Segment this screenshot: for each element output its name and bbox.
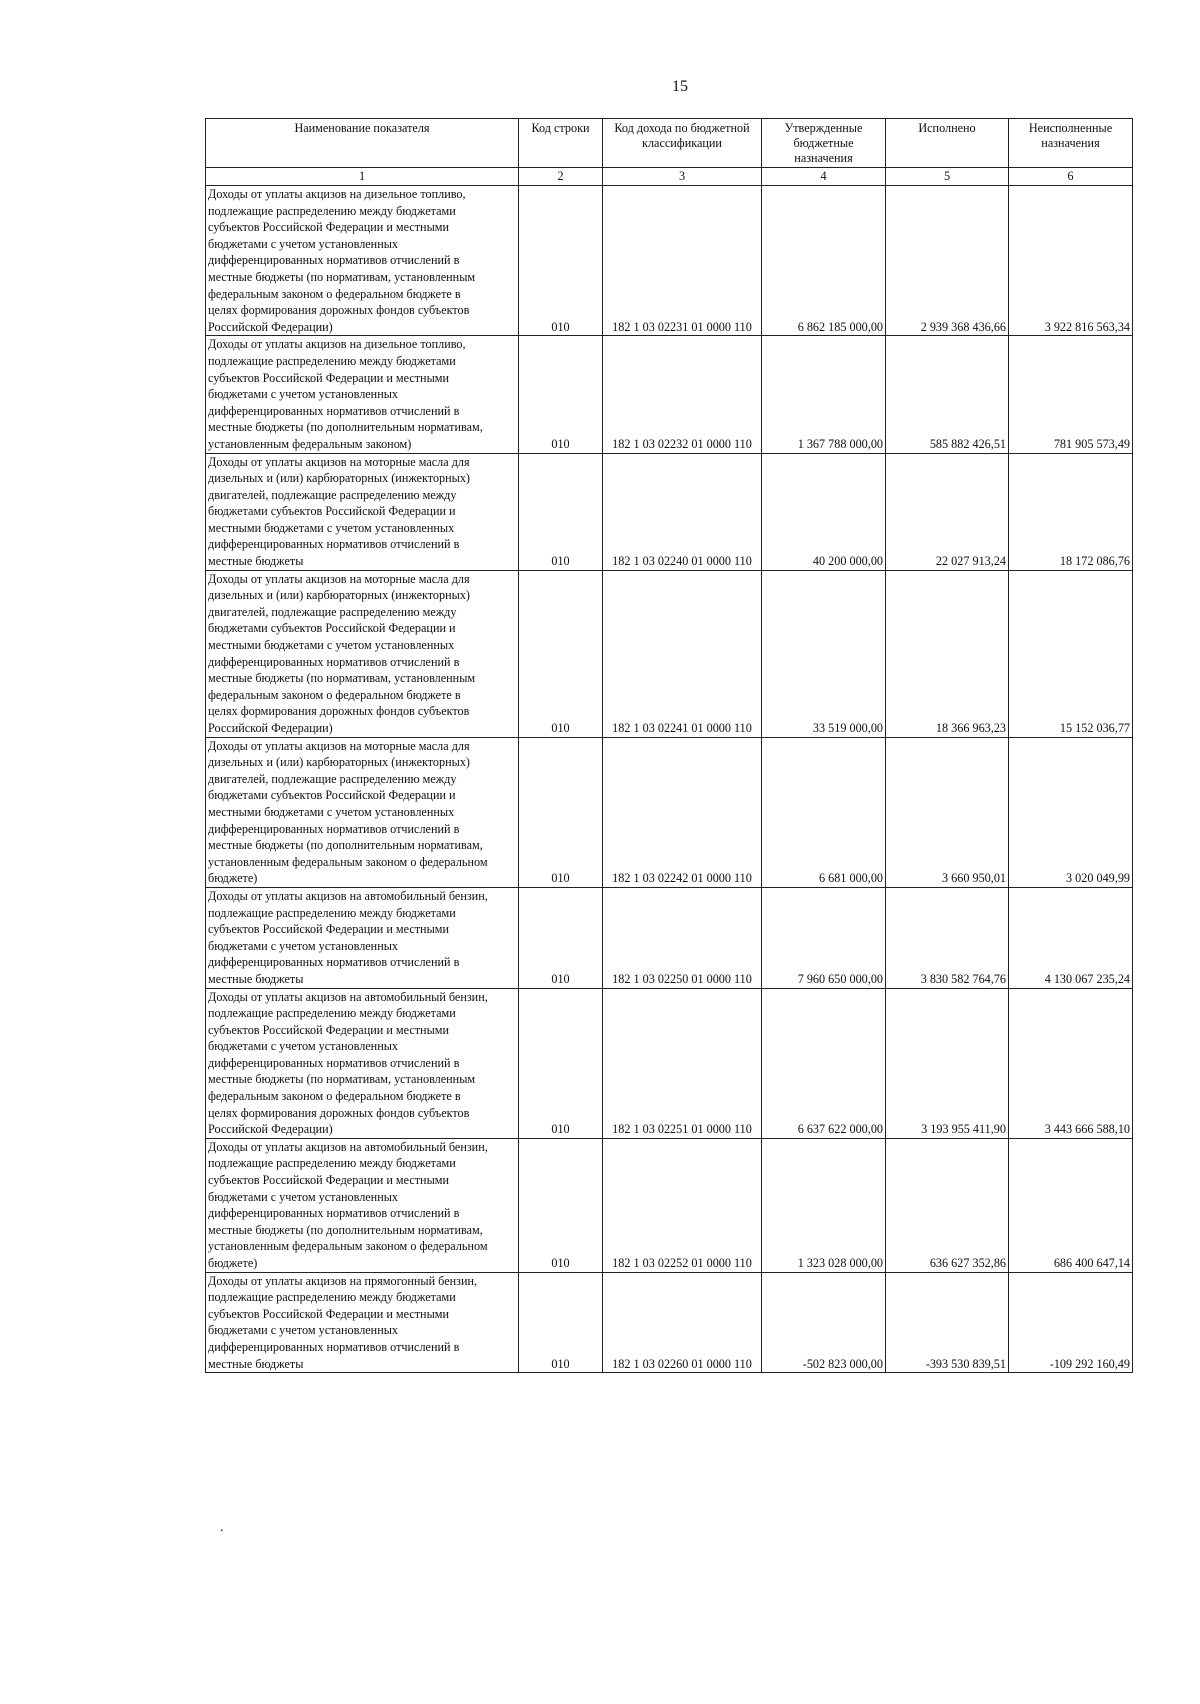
page-number: 15 — [672, 78, 688, 95]
indicator-name: Доходы от уплаты акцизов на моторные масла для дизельных и (или) карбюраторных (инжекторных) двигателей, подлежащие распределению между бюджетами субъектов Российской Федерации и местными бюджетами с учетом установленных дифференцированных нормативов отчислений в местные бюджеты (по нормативам, установленным федеральным законом о федеральном бюджете в целях формирования дорожных фондов субъектов Российской Федерации) — [206, 570, 519, 737]
unexecuted-amount: 3 020 049,99 — [1009, 737, 1133, 887]
header-approved: Утвержденные бюджетные назначения — [762, 119, 886, 168]
row-code: 010 — [519, 570, 603, 737]
indicator-name: Доходы от уплаты акцизов на дизельное топливо, подлежащие распределению между бюджетами субъектов Российской Федерации и местными бюджетами с учетом установленных дифференцированных нормативов отчислений в местные бюджеты (по нормативам, установленным федеральным законом о федеральном бюджете в целях формирования дорожных фондов субъектов Российской Федерации) — [206, 186, 519, 336]
executed-amount: 18 366 963,23 — [886, 570, 1009, 737]
unexecuted-amount: 686 400 647,14 — [1009, 1138, 1133, 1272]
unexecuted-amount: 4 130 067 235,24 — [1009, 887, 1133, 988]
approved-amount: 33 519 000,00 — [762, 570, 886, 737]
classification-code: 182 1 03 02231 01 0000 110 — [603, 186, 762, 336]
row-code: 010 — [519, 336, 603, 453]
approved-amount: 1 323 028 000,00 — [762, 1138, 886, 1272]
executed-amount: 636 627 352,86 — [886, 1138, 1009, 1272]
indicator-name: Доходы от уплаты акцизов на моторные масла для дизельных и (или) карбюраторных (инжекторных) двигателей, подлежащие распределению между бюджетами субъектов Российской Федерации и местными бюджетами с учетом установленных дифференцированных нормативов отчислений в местные бюджеты — [206, 453, 519, 570]
header-unexecuted: Неисполненные назначения — [1009, 119, 1133, 168]
executed-amount: 3 830 582 764,76 — [886, 887, 1009, 988]
classification-code: 182 1 03 02240 01 0000 110 — [603, 453, 762, 570]
indicator-name: Доходы от уплаты акцизов на автомобильный бензин, подлежащие распределению между бюджетами субъектов Российской Федерации и местными бюджетами с учетом установленных дифференцированных нормативов отчислений в местные бюджеты (по нормативам, установленным федеральным законом о федеральном бюджете в целях формирования дорожных фондов субъектов Российской Федерации) — [206, 988, 519, 1138]
unexecuted-amount: 3 443 666 588,10 — [1009, 988, 1133, 1138]
executed-amount: 585 882 426,51 — [886, 336, 1009, 453]
column-number-row — [206, 168, 1133, 186]
executed-amount: 3 660 950,01 — [886, 737, 1009, 887]
unexecuted-amount: 15 152 036,77 — [1009, 570, 1133, 737]
row-code: 010 — [519, 186, 603, 336]
executed-amount: 2 939 368 436,66 — [886, 186, 1009, 336]
approved-amount: 1 367 788 000,00 — [762, 336, 886, 453]
approved-amount: -502 823 000,00 — [762, 1272, 886, 1373]
classification-code: 182 1 03 02252 01 0000 110 — [603, 1138, 762, 1272]
unexecuted-amount: 18 172 086,76 — [1009, 453, 1133, 570]
executed-amount: 3 193 955 411,90 — [886, 988, 1009, 1138]
classification-code: 182 1 03 02242 01 0000 110 — [603, 737, 762, 887]
approved-amount: 40 200 000,00 — [762, 453, 886, 570]
indicator-name: Доходы от уплаты акцизов на прямогонный бензин, подлежащие распределению между бюджетами субъектов Российской Федерации и местными бюджетами с учетом установленных дифференцированных нормативов отчислений в местные бюджеты — [206, 1272, 519, 1373]
header-executed: Исполнено — [886, 119, 1009, 168]
indicator-name: Доходы от уплаты акцизов на автомобильный бензин, подлежащие распределению между бюджетами субъектов Российской Федерации и местными бюджетами с учетом установленных дифференцированных нормативов отчислений в местные бюджеты (по дополнительным нормативам, установленным федеральным законом о федеральном бюджете) — [206, 1138, 519, 1272]
stray-mark: . — [220, 1520, 224, 1535]
table-row — [206, 186, 1133, 336]
column-number: 4 — [762, 168, 886, 186]
approved-amount: 6 637 622 000,00 — [762, 988, 886, 1138]
approved-amount: 7 960 650 000,00 — [762, 887, 886, 988]
indicator-name: Доходы от уплаты акцизов на автомобильный бензин, подлежащие распределению между бюджетами субъектов Российской Федерации и местными бюджетами с учетом установленных дифференцированных нормативов отчислений в местные бюджеты — [206, 887, 519, 988]
table-row — [206, 887, 1133, 988]
indicator-name: Доходы от уплаты акцизов на дизельное топливо, подлежащие распределению между бюджетами субъектов Российской Федерации и местными бюджетами с учетом установленных дифференцированных нормативов отчислений в местные бюджеты (по дополнительным нормативам, установленным федеральным законом) — [206, 336, 519, 453]
row-code: 010 — [519, 1138, 603, 1272]
table-row — [206, 1138, 1133, 1272]
approved-amount: 6 862 185 000,00 — [762, 186, 886, 336]
indicator-name: Доходы от уплаты акцизов на моторные масла для дизельных и (или) карбюраторных (инжекторных) двигателей, подлежащие распределению между бюджетами субъектов Российской Федерации и местными бюджетами с учетом установленных дифференцированных нормативов отчислений в местные бюджеты (по дополнительным нормативам, установленным федеральным законом о федеральном бюджете) — [206, 737, 519, 887]
executed-amount: -393 530 839,51 — [886, 1272, 1009, 1373]
unexecuted-amount: -109 292 160,49 — [1009, 1272, 1133, 1373]
column-number: 1 — [206, 168, 519, 186]
row-code: 010 — [519, 887, 603, 988]
header-row — [206, 119, 1133, 168]
row-code: 010 — [519, 737, 603, 887]
header-indicator-name: Наименование показателя — [206, 119, 519, 168]
classification-code: 182 1 03 02251 01 0000 110 — [603, 988, 762, 1138]
unexecuted-amount: 781 905 573,49 — [1009, 336, 1133, 453]
column-number: 6 — [1009, 168, 1133, 186]
approved-amount: 6 681 000,00 — [762, 737, 886, 887]
classification-code: 182 1 03 02250 01 0000 110 — [603, 887, 762, 988]
header-classification-code: Код дохода по бюджетной классификации — [603, 119, 762, 168]
budget-revenue-table — [205, 118, 1133, 1373]
column-number: 5 — [886, 168, 1009, 186]
classification-code: 182 1 03 02260 01 0000 110 — [603, 1272, 762, 1373]
table-row — [206, 737, 1133, 887]
unexecuted-amount: 3 922 816 563,34 — [1009, 186, 1133, 336]
table-row — [206, 453, 1133, 570]
table-row — [206, 336, 1133, 453]
table-row — [206, 570, 1133, 737]
column-number: 3 — [603, 168, 762, 186]
classification-code: 182 1 03 02232 01 0000 110 — [603, 336, 762, 453]
table-row — [206, 988, 1133, 1138]
column-number: 2 — [519, 168, 603, 186]
executed-amount: 22 027 913,24 — [886, 453, 1009, 570]
table-row — [206, 1272, 1133, 1373]
row-code: 010 — [519, 453, 603, 570]
row-code: 010 — [519, 988, 603, 1138]
row-code: 010 — [519, 1272, 603, 1373]
header-row-code: Код строки — [519, 119, 603, 168]
classification-code: 182 1 03 02241 01 0000 110 — [603, 570, 762, 737]
